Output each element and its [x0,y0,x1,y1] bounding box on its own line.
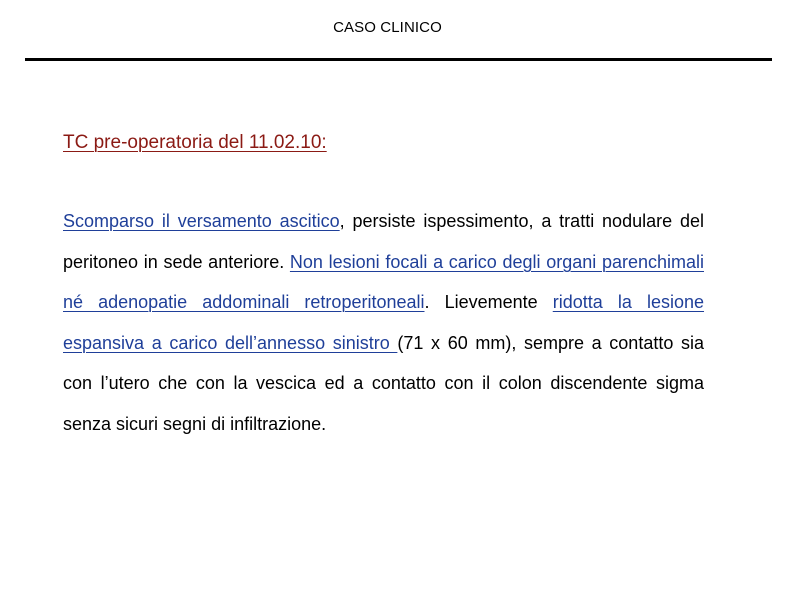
finding-no-lesions: Non lesioni focali a carico degli organi parenchimali né adenopatie addominali retroperitoneali [63,251,704,312]
title-divider [25,58,772,61]
text-segment: (71 x 60 mm), sempre a contatto sia con l’utero che con la vescica ed a contatto con il colon discendente sigma senza sicuri segni di infiltrazione. [63,332,704,434]
slide-title: CASO CLINICO [333,19,442,36]
text-segment: . Lievemente [424,292,553,312]
finding-mass-reduced: ridotta la lesione espansiva a carico dell’annesso sinistro [63,292,705,353]
text-segment: , persiste ispessimento, a tratti nodulare del peritoneo in sede anteriore. [63,211,704,272]
section-heading: TC pre-operatoria del 11.02.10: [63,132,327,153]
report-paragraph [63,201,704,444]
finding-ascites: Scomparso il versamento ascitico [63,211,340,231]
